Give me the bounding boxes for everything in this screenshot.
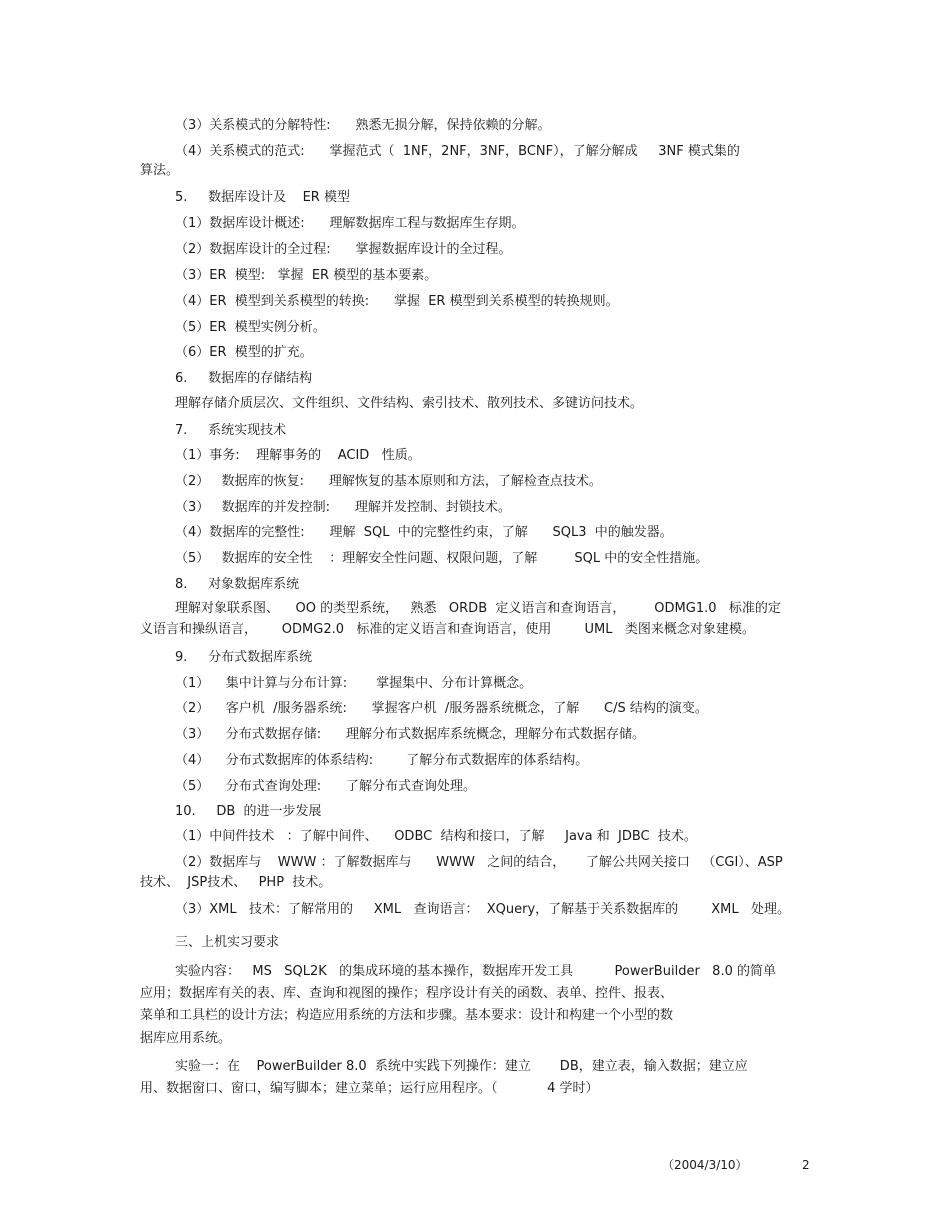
text-line: 理解对象联系图、 OO 的类型系统， 熟悉 ORDB 定义语言和查询语言， ODMG1.0 标准的定 bbox=[175, 601, 781, 616]
section-heading: 10. DB 的进一步发展 bbox=[175, 804, 322, 819]
text-line: 技术、 JSP技术、 PHP 技术。 bbox=[140, 875, 332, 890]
text-line: （5） 数据库的安全性 ：理解安全性问题、权限问题，了解 SQL 中的安全性措施。 bbox=[175, 551, 709, 566]
text-line: （4）数据库的完整性: 理解 SQL 中的完整性约束，了解 SQL3 中的触发器。 bbox=[175, 525, 673, 540]
section-heading: 三、上机实习要求 bbox=[175, 935, 280, 950]
text-line: 理解存储介质层次、文件组织、文件结构、索引技术、散列技术、多键访问技术。 bbox=[175, 396, 644, 411]
text-line: （2）数据库与 WWW ：了解数据库与 WWW 之间的结合， 了解公共网关接口 （CGI）、ASP bbox=[175, 855, 783, 870]
footer-date: （2004/3/10） bbox=[662, 1158, 748, 1172]
text-line: （1）数据库设计概述: 理解数据库工程与数据库生存期。 bbox=[175, 216, 525, 231]
section-heading: 7. 系统实现技术 bbox=[175, 423, 287, 438]
text-line: （2） 客户机 /服务器系统: 掌握客户机 /服务器系统概念，了解 C/S 结构的演变。 bbox=[175, 701, 708, 716]
text-line: （1）事务: 理解事务的 ACID 性质。 bbox=[175, 448, 421, 463]
text-line: 实验一：在 PowerBuilder 8.0 系统中实践下列操作：建立 DB，建立表，输入数据；建立应 bbox=[175, 1059, 748, 1074]
text-line: （5） 分布式查询处理: 了解分布式查询处理。 bbox=[175, 779, 476, 794]
section-heading: 9. 分布式数据库系统 bbox=[175, 650, 313, 665]
text-line: （3） 分布式数据存储: 理解分布式数据库系统概念，理解分布式数据存储。 bbox=[175, 727, 645, 742]
text-line: （3）XML 技术：了解常用的 XML 查询语言： XQuery，了解基于关系数据库的 XML 处理。 bbox=[175, 902, 790, 917]
text-line: （3）ER 模型: 掌握 ER 模型的基本要素。 bbox=[175, 268, 438, 283]
text-line: （1）中间件技术 ：了解中间件、 ODBC 结构和接口，了解 Java 和 JDBC 技术。 bbox=[175, 829, 697, 844]
text-line: （4）ER 模型到关系模型的转换: 掌握 ER 模型到关系模型的转换规则。 bbox=[175, 294, 619, 309]
page-number: 2 bbox=[802, 1158, 810, 1172]
section-heading: 8. 对象数据库系统 bbox=[175, 577, 300, 592]
text-line: （4） 分布式数据库的体系结构: 了解分布式数据库的体系结构。 bbox=[175, 753, 589, 768]
text-line: （5）ER 模型实例分析。 bbox=[175, 320, 326, 335]
text-line: （1） 集中计算与分布计算: 掌握集中、分布计算概念。 bbox=[175, 676, 533, 691]
text-line: 菜单和工具栏的设计方法；构造应用系统的方法和步骤。基本要求：设计和构建一个小型的数 bbox=[140, 1008, 674, 1023]
text-line: 义语言和操纵语言， ODMG2.0 标准的定义语言和查询语言，使用 UML 类图来概念对象建模。 bbox=[140, 622, 755, 637]
text-line: 实验内容： MS SQL2K 的集成环境的基本操作，数据库开发工具 PowerBuilder 8.0 的简单 bbox=[175, 964, 776, 979]
text-line: 应用；数据库有关的表、库、查询和视图的操作；程序设计有关的函数、表单、控件、报表、 bbox=[140, 986, 674, 1001]
text-line: （3）关系模式的分解特性: 熟悉无损分解，保持依赖的分解。 bbox=[175, 118, 551, 133]
text-line: （2） 数据库的恢复: 理解恢复的基本原则和方法，了解检查点技术。 bbox=[175, 474, 602, 489]
text-line: （4）关系模式的范式: 掌握范式（ 1NF，2NF，3NF，BCNF），了解分解成 3NF 模式集的 bbox=[175, 144, 740, 159]
text-line: 据库应用系统。 bbox=[140, 1031, 232, 1046]
text-line: 用、数据窗口、窗口，编写脚本；建立菜单；运行应用程序。（ 4 学时） bbox=[140, 1081, 599, 1096]
text-line: （2）数据库设计的全过程: 掌握数据库设计的全过程。 bbox=[175, 242, 512, 257]
section-heading: 6. 数据库的存储结构 bbox=[175, 371, 313, 386]
text-line: （6）ER 模型的扩充。 bbox=[175, 345, 313, 360]
section-heading: 5. 数据库设计及 ER 模型 bbox=[175, 190, 350, 205]
text-line: （3） 数据库的并发控制: 理解并发控制、封锁技术。 bbox=[175, 500, 511, 515]
text-line: 算法。 bbox=[140, 163, 180, 178]
